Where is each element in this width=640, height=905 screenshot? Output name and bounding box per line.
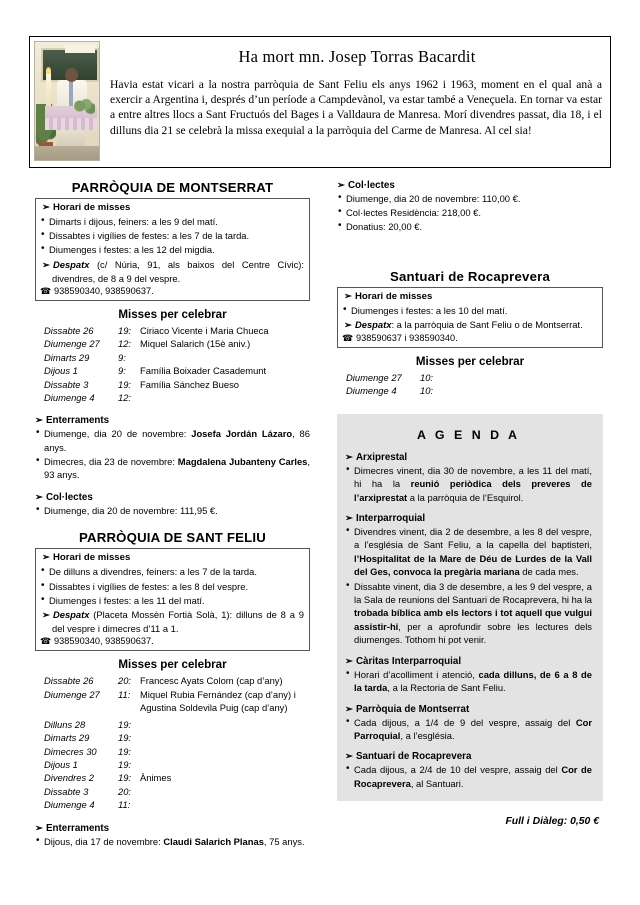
sant-feliu-despatx [40, 608, 304, 635]
agenda-emphasis: reunió periòdica dels preveres de l’arxiprestat [354, 478, 592, 503]
mass-hour: 20: [118, 675, 132, 687]
mass-intention [442, 371, 603, 384]
mass-hour: 10: [420, 372, 434, 384]
despatx-text: : a la parròquia de Sant Feliu o de Montserrat. [391, 318, 583, 330]
agenda-group-label: Càritas Interparroquial [355, 655, 462, 667]
arrow-head-icon: ➢ [345, 513, 353, 525]
mass-day: Diumenge 4 [346, 385, 397, 397]
list-item [345, 716, 592, 743]
list-item [345, 763, 592, 790]
mass-hour: 19: [118, 378, 132, 390]
mass-intention: Ànimes [140, 772, 172, 784]
mass-day: Dilluns 28 [44, 718, 86, 730]
deceased-name: Josefa Jordán Lázaro [191, 428, 293, 440]
list-item: • Diumenge, dia 20 de novembre: 111,95 €. [35, 504, 310, 517]
footer-price: Full i Diàleg: 0,50 € [505, 816, 599, 827]
mass-day: Dijous 1 [44, 758, 78, 770]
table-row [35, 324, 310, 337]
agenda-text: , al Santuari. [410, 777, 464, 789]
agenda-title: A G E N D A [417, 427, 520, 442]
mass-day: Dimarts 29 [44, 351, 90, 363]
sant-feliu-title: PARRÒQUIA DE SANT FELIU [78, 530, 267, 546]
mass-day: Diumenge 4 [44, 799, 95, 811]
mass-hour: 19: [118, 325, 132, 337]
despatx-label: Despatx [52, 258, 90, 270]
phone-icon: ☎ [40, 636, 52, 647]
arrow-head-icon: ➢ [42, 610, 50, 622]
rocaprevera-info-box [337, 287, 603, 348]
agenda-group-label: Interparroquial [355, 513, 426, 525]
mass-hour: 11: [118, 799, 131, 811]
phone-icon: ☎ [342, 333, 354, 344]
arrow-head-icon: ➢ [345, 703, 353, 715]
mass-day: Dijous 1 [44, 365, 78, 377]
mass-hour: 19: [118, 745, 132, 757]
montserrat-info-box [35, 198, 310, 301]
list-item: • Dissabtes i vigílies de festes: a les 8 del vespre. [40, 580, 304, 593]
list-item: • Diumenge, dia 20 de novembre: Josefa Jordán Lázaro, 86 anys. [35, 427, 310, 453]
agenda-emphasis: trobada bíblica amb els lectors i tot aquell que vulgui assistir-hi [354, 607, 592, 632]
montserrat-masses-table [35, 324, 310, 404]
list-item [345, 525, 592, 579]
agenda-group-heading [345, 751, 592, 762]
left-column [35, 180, 310, 849]
priest-at-lectern-photo [34, 41, 100, 161]
montserrat-collections-list [35, 504, 310, 517]
obituary-box [29, 36, 611, 168]
montserrat-funerals-list [35, 427, 310, 481]
agenda-text: Dissabte vinent, dia 3 de desembre, a les 9 del vespre, a la Sala de reunions del Santuari de Rocaprevera, hi ha la [354, 580, 592, 606]
agenda-emphasis: Cor Parroquial [354, 716, 592, 741]
agenda-group-label: Parròquia de Montserrat [355, 703, 470, 715]
list-item: • Dimecres, dia 23 de novembre: Magdalena Jubanteny Carles, 93 anys. [35, 455, 310, 481]
table-row [337, 371, 603, 384]
arrow-head-icon: ➢ [42, 552, 50, 564]
montserrat-title: PARRÒQUIA DE MONTSERRAT [71, 180, 274, 195]
list-item: • Dissabtes i vigílies de festes: a les 7 de la tarda. [40, 229, 304, 242]
table-row [35, 688, 310, 715]
mass-intention [140, 731, 310, 744]
mass-day: Dissabte 3 [44, 785, 89, 797]
agenda-group-label: Arxiprestal [355, 451, 408, 463]
obituary-body: Havia estat vicari a la nostra parròquia de Sant Feliu els anys 1962 i 1963, moment en el qual anà a exercir a Argentina i, després d’un període a Campdevànol, va estar també a Veneçuela. En tornar va estar a entre altres llocs a Sant Fructuós del Bages i a Valldaura de Manresa. Morí divendres passat, dia 18, i el dilluns dia 21 se celebrà la missa exequial a la parròquia del Carme de Manresa. Al cel sia! [110, 78, 602, 137]
agenda-text: de cada mes. [519, 566, 579, 578]
arrow-head-icon: ➢ [337, 180, 345, 191]
mass-day: Dissabte 26 [44, 325, 94, 337]
agenda-group-heading [345, 704, 592, 715]
table-row [35, 364, 310, 377]
mass-intention [140, 785, 310, 798]
agenda-emphasis: l’Hospitalitat de la Mare de Déu de Lurdes de la Vall del Ges, convoca la pregària mariana [354, 552, 592, 578]
mass-intention [140, 798, 310, 811]
rocaprevera-schedule-list [342, 304, 597, 317]
table-row [35, 798, 310, 811]
mass-hour: 10: [420, 385, 434, 397]
mass-day: Dissabte 3 [44, 378, 89, 390]
table-row [35, 785, 310, 798]
arrow-head-icon: ➢ [345, 451, 353, 463]
mass-day: Divendres 2 [44, 772, 95, 784]
obituary-title: Ha mort mn. Josep Torras Bacardit [238, 47, 476, 66]
list-item: • De dilluns a divendres, feiners: a les 7 de la tarda. [40, 565, 304, 578]
mass-intention [140, 391, 310, 404]
sant-feliu-schedule-heading: ➢ Horari de misses [42, 552, 131, 564]
agenda-text: Horari d’acolliment i atenció, [354, 668, 479, 680]
table-row [337, 384, 603, 397]
list-item: • Donatius: 20,00 €. [337, 220, 603, 233]
mass-intention [140, 745, 310, 758]
list-item: • Col·lectes Residència: 218,00 €. [337, 206, 603, 219]
list-item: • Diumenge, dia 20 de novembre: 110,00 €. [337, 192, 603, 205]
mass-hour: 20: [118, 785, 132, 797]
mass-intention [140, 351, 310, 364]
agenda-group-heading [345, 452, 592, 463]
agenda-item-list [345, 464, 592, 504]
arrow-head-icon: ➢ [35, 822, 43, 834]
montserrat-phones: ☎ 938590340, 938590637. [40, 286, 154, 297]
rocaprevera-masses-table [337, 371, 603, 398]
mass-intention: Ciriaco Vicente i Maria Chueca [140, 325, 269, 337]
table-row [35, 745, 310, 758]
deceased-name: Claudi Salarich Planas [163, 835, 264, 847]
table-row [35, 731, 310, 744]
sant-feliu-masses-table [35, 674, 310, 811]
rocaprevera-despatx [342, 318, 597, 332]
montserrat-despatx [40, 258, 304, 285]
table-row [35, 674, 310, 687]
mass-day: Dimarts 29 [44, 732, 90, 744]
mass-intention: Miquel Rubia Fernández (cap d’any) i Agustina Soldevila Puig (cap d’any) [140, 688, 296, 714]
mass-day: Dissabte 26 [44, 675, 94, 687]
agenda-group-label: Santuari de Rocaprevera [355, 751, 472, 763]
table-row [35, 758, 310, 771]
mass-day: Diumenge 27 [44, 688, 100, 700]
arrow-head-icon: ➢ [344, 319, 352, 331]
montserrat-schedule-heading: ➢ Horari de misses [42, 202, 131, 213]
mass-hour: 9: [118, 365, 126, 377]
list-item: • Diumenges i festes: a les 11 del matí. [40, 594, 304, 607]
arrow-head-icon: ➢ [345, 751, 353, 763]
table-row [35, 378, 310, 391]
mass-intention: Miquel Salarich (15è aniv.) [140, 338, 251, 350]
rocaprevera-schedule-heading: ➢ Horari de misses [344, 290, 433, 302]
agenda-group-heading [345, 513, 592, 524]
right-column [337, 180, 603, 801]
mass-hour: 19: [118, 718, 132, 730]
mass-day: Dimecres 30 [44, 745, 97, 757]
despatx-label: Despatx [52, 609, 90, 621]
mass-intention [442, 384, 603, 397]
mass-day: Diumenge 27 [346, 372, 402, 384]
agenda-text: , per a aprofundir sobre les lectures dels diumenges. Tothom hi pot venir. [354, 620, 592, 646]
despatx-text: (c/ Núria, 91, als baixos del Centre Cívic): divendres, de 8 a 9 del vespre. [52, 258, 305, 284]
despatx-label: Despatx [354, 318, 392, 330]
table-row [35, 391, 310, 404]
agenda-emphasis: cada dilluns, de 6 a 8 de la tarda [354, 668, 592, 694]
despatx-text: (Placeta Mossèn Fortià Solà, 1): dilluns de 8 a 9 del vespre i dimecres d’11 a 1. [52, 609, 304, 635]
agenda-text: a la parròquia de l’Esquirol. [407, 491, 524, 503]
sant-feliu-schedule-list [40, 565, 304, 607]
mass-hour: 19: [118, 732, 132, 744]
agenda-text: Cada dijous, a 2/4 de 10 del vespre, assaig del [354, 764, 562, 776]
sant-feliu-info-box [35, 548, 310, 651]
agenda-text: , a l’església. [400, 729, 455, 741]
montserrat-masses-heading: Misses per celebrar [118, 308, 227, 322]
list-item [345, 464, 592, 504]
mass-day: Diumenge 4 [44, 392, 95, 404]
mass-hour: 11: [118, 688, 131, 700]
montserrat-collections-heading: ➢ Col·lectes [35, 492, 93, 504]
agenda-item-list [345, 525, 592, 647]
mass-intention [140, 715, 310, 731]
agenda-text: Cada dijous, a 1/4 de 9 del vespre, assaig del [354, 716, 576, 728]
table-row [35, 771, 310, 784]
rocaprevera-title: Santuari de Rocaprevera [390, 268, 550, 284]
mass-hour: 19: [118, 772, 132, 784]
arrow-head-icon: ➢ [42, 259, 50, 271]
sant-feliu-funerals-heading: ➢ Enterraments [35, 822, 110, 834]
phone-icon: ☎ [40, 286, 52, 297]
mass-hour: 12: [118, 338, 132, 350]
arrow-head-icon: ➢ [35, 492, 43, 504]
agenda-box [337, 414, 603, 801]
arrow-head-icon: ➢ [344, 290, 352, 302]
arrow-head-icon: ➢ [345, 655, 353, 667]
right-collections-heading: ➢ Col·lectes [337, 180, 395, 191]
mass-hour: 9: [118, 351, 126, 363]
table-row [35, 351, 310, 364]
mass-intention: Família Boixader Casademunt [140, 365, 267, 377]
montserrat-funerals-heading: ➢ Enterraments [35, 415, 110, 427]
agenda-item-list [345, 668, 592, 695]
agenda-text: Dimecres vinent, dia 30 de novembre, a les 11 del matí, hi ha la [354, 464, 592, 490]
list-item: • Diumenges i festes: a les 12 del migdia. [40, 243, 304, 256]
agenda-groups [345, 452, 592, 790]
obituary-text [110, 41, 604, 138]
table-row [35, 337, 310, 350]
mass-hour: 12: [118, 392, 132, 404]
right-collections-list [337, 192, 603, 234]
agenda-text: Divendres vinent, dia 2 de desembre, a les 8 del vespre, a l’església de Sant Feliu, a la capella del baptisteri, [354, 526, 592, 551]
sant-feliu-phones: ☎ 938590340, 938590637. [40, 636, 154, 647]
table-row [35, 715, 310, 731]
mass-day: Diumenge 27 [44, 338, 100, 350]
mass-intention [140, 758, 310, 771]
mass-hour: 19: [118, 758, 132, 770]
list-item: • Dijous, dia 17 de novembre: Claudi Salarich Planas, 75 anys. [35, 835, 310, 848]
arrow-head-icon: ➢ [42, 202, 50, 213]
mass-intention: Família Sánchez Bueso [140, 378, 240, 390]
agenda-item-list [345, 763, 592, 790]
montserrat-schedule-list [40, 215, 304, 257]
list-item [345, 580, 592, 647]
list-item [345, 668, 592, 695]
agenda-text: , a la Rectoria de Sant Feliu. [387, 682, 506, 694]
mass-intention: Francesc Ayats Colom (cap d’any) [140, 675, 283, 687]
rocaprevera-phones: ☎ 938590637 i 938590340. [342, 333, 458, 344]
agenda-group-heading [345, 656, 592, 667]
agenda-item-list [345, 716, 592, 743]
list-item: • Dimarts i dijous, feiners: a les 9 del matí. [40, 215, 304, 228]
arrow-head-icon: ➢ [35, 415, 43, 427]
sant-feliu-funerals-list [35, 835, 310, 848]
agenda-emphasis: Cor de Rocaprevera [354, 764, 592, 789]
list-item: • Diumenges i festes: a les 10 del matí. [342, 304, 597, 317]
rocaprevera-masses-heading: Misses per celebrar [415, 355, 525, 369]
deceased-name: Magdalena Jubanteny Carles [177, 455, 308, 467]
sant-feliu-masses-heading: Misses per celebrar [118, 658, 227, 672]
